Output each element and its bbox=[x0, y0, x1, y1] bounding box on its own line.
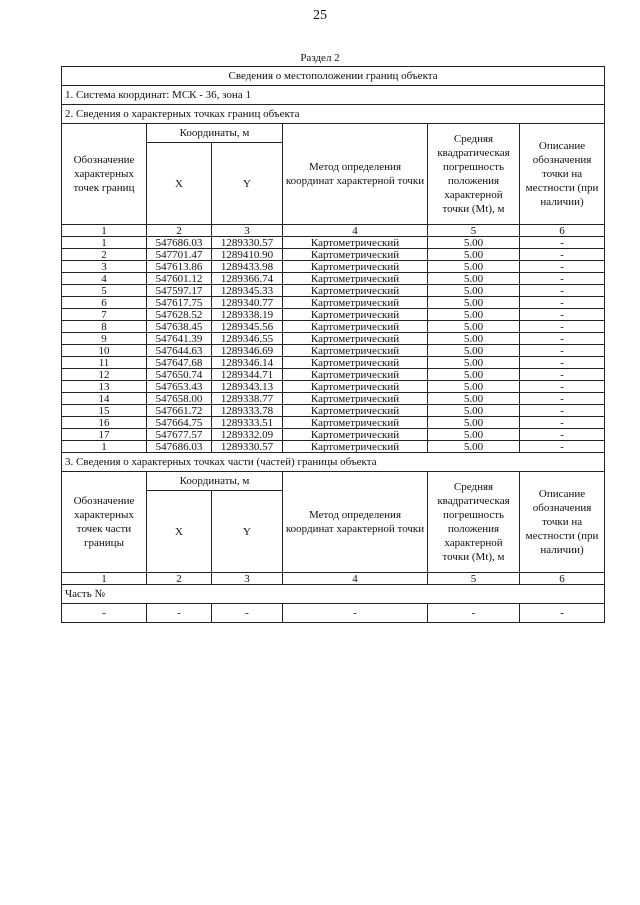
x-coordinate-cell: 547658.00 bbox=[147, 393, 212, 405]
point-row bbox=[62, 237, 605, 249]
part-cell: - bbox=[62, 604, 147, 623]
y-coordinate-cell: 1289343.13 bbox=[212, 381, 283, 393]
accuracy-cell: 5.00 bbox=[428, 237, 520, 249]
point-row bbox=[62, 333, 605, 345]
header-accuracy: Средняя квадратическая погрешность положения характерной точки (Mt), м bbox=[428, 124, 520, 225]
page-number: 25 bbox=[313, 8, 327, 23]
method-cell: Картометрический bbox=[283, 357, 428, 369]
section-title: Раздел 2 bbox=[300, 52, 340, 64]
description-cell: - bbox=[520, 441, 605, 453]
header-x: X bbox=[147, 143, 212, 225]
description-cell: - bbox=[520, 417, 605, 429]
accuracy-cell: 5.00 bbox=[428, 369, 520, 381]
column-number: 4 bbox=[283, 573, 428, 585]
point-number-cell: 3 bbox=[62, 261, 147, 273]
description-cell: - bbox=[520, 297, 605, 309]
y-coordinate-cell: 1289340.77 bbox=[212, 297, 283, 309]
accuracy-cell: 5.00 bbox=[428, 309, 520, 321]
description-cell: - bbox=[520, 345, 605, 357]
y-coordinate-cell: 1289338.77 bbox=[212, 393, 283, 405]
x-coordinate-cell: 547628.52 bbox=[147, 309, 212, 321]
description-cell: - bbox=[520, 237, 605, 249]
x-coordinate-cell: 547664.75 bbox=[147, 417, 212, 429]
y-coordinate-cell: 1289410.90 bbox=[212, 249, 283, 261]
description-cell: - bbox=[520, 381, 605, 393]
description-cell: - bbox=[520, 369, 605, 381]
point-number-cell: 14 bbox=[62, 393, 147, 405]
x-coordinate-cell: 547601.12 bbox=[147, 273, 212, 285]
accuracy-cell: 5.00 bbox=[428, 417, 520, 429]
method-cell: Картометрический bbox=[283, 321, 428, 333]
y-coordinate-cell: 1289333.51 bbox=[212, 417, 283, 429]
y-coordinate-cell: 1289330.57 bbox=[212, 441, 283, 453]
point-number-cell: 11 bbox=[62, 357, 147, 369]
method-cell: Картометрический bbox=[283, 237, 428, 249]
point-number-cell: 2 bbox=[62, 249, 147, 261]
method-cell: Картометрический bbox=[283, 333, 428, 345]
point-number-cell: 1 bbox=[62, 237, 147, 249]
description-cell: - bbox=[520, 273, 605, 285]
y-coordinate-cell: 1289330.57 bbox=[212, 237, 283, 249]
y-coordinate-cell: 1289433.98 bbox=[212, 261, 283, 273]
part-empty-row bbox=[62, 604, 605, 623]
header-description: Описание обозначения точки на местности (при наличии) bbox=[520, 472, 605, 573]
method-cell: Картометрический bbox=[283, 273, 428, 285]
description-cell: - bbox=[520, 249, 605, 261]
x-coordinate-cell: 547617.75 bbox=[147, 297, 212, 309]
accuracy-cell: 5.00 bbox=[428, 345, 520, 357]
x-coordinate-cell: 547613.86 bbox=[147, 261, 212, 273]
y-coordinate-cell: 1289366.74 bbox=[212, 273, 283, 285]
point-number-cell: 9 bbox=[62, 333, 147, 345]
accuracy-cell: 5.00 bbox=[428, 393, 520, 405]
column-number: 2 bbox=[147, 225, 212, 237]
y-coordinate-cell: 1289338.19 bbox=[212, 309, 283, 321]
part-cell: - bbox=[520, 604, 605, 623]
y-coordinate-cell: 1289345.33 bbox=[212, 285, 283, 297]
description-cell: - bbox=[520, 309, 605, 321]
point-row bbox=[62, 261, 605, 273]
description-cell: - bbox=[520, 393, 605, 405]
x-coordinate-cell: 547644.63 bbox=[147, 345, 212, 357]
column-number: 1 bbox=[62, 225, 147, 237]
method-cell: Картометрический bbox=[283, 417, 428, 429]
accuracy-cell: 5.00 bbox=[428, 405, 520, 417]
y-coordinate-cell: 1289332.09 bbox=[212, 429, 283, 441]
y-coordinate-cell: 1289346.14 bbox=[212, 357, 283, 369]
header-y: Y bbox=[212, 491, 283, 573]
header-point-designation: Обозначение характерных точек границ bbox=[62, 124, 147, 225]
header-point-designation-part: Обозначение характерных точек части границы bbox=[62, 472, 147, 573]
column-number: 6 bbox=[520, 225, 605, 237]
part-cell: - bbox=[283, 604, 428, 623]
point-number-cell: 17 bbox=[62, 429, 147, 441]
point-row bbox=[62, 429, 605, 441]
point-number-cell: 16 bbox=[62, 417, 147, 429]
description-cell: - bbox=[520, 261, 605, 273]
method-cell: Картометрический bbox=[283, 261, 428, 273]
point-row bbox=[62, 273, 605, 285]
description-cell: - bbox=[520, 285, 605, 297]
x-coordinate-cell: 547653.43 bbox=[147, 381, 212, 393]
accuracy-cell: 5.00 bbox=[428, 297, 520, 309]
column-number: 5 bbox=[428, 225, 520, 237]
accuracy-cell: 5.00 bbox=[428, 273, 520, 285]
y-coordinate-cell: 1289346.55 bbox=[212, 333, 283, 345]
point-row bbox=[62, 417, 605, 429]
column-number: 2 bbox=[147, 573, 212, 585]
accuracy-cell: 5.00 bbox=[428, 285, 520, 297]
point-number-cell: 6 bbox=[62, 297, 147, 309]
x-coordinate-cell: 547686.03 bbox=[147, 237, 212, 249]
point-row bbox=[62, 297, 605, 309]
header-coordinates: Координаты, м bbox=[147, 124, 283, 143]
header-y: Y bbox=[212, 143, 283, 225]
x-coordinate-cell: 547638.45 bbox=[147, 321, 212, 333]
y-coordinate-cell: 1289346.69 bbox=[212, 345, 283, 357]
header-x: X bbox=[147, 491, 212, 573]
accuracy-cell: 5.00 bbox=[428, 249, 520, 261]
header-method: Метод определения координат характерной точки bbox=[283, 472, 428, 573]
coord-system: 1. Система координат: МСК - 36, зона 1 bbox=[62, 86, 605, 105]
column-numbers-row bbox=[62, 225, 605, 237]
section3-title: 3. Сведения о характерных точках части (частей) границы объекта bbox=[62, 453, 605, 472]
header-coordinates: Координаты, м bbox=[147, 472, 283, 491]
point-number-cell: 15 bbox=[62, 405, 147, 417]
part-cell: - bbox=[147, 604, 212, 623]
point-row bbox=[62, 405, 605, 417]
description-cell: - bbox=[520, 357, 605, 369]
column-number: 1 bbox=[62, 573, 147, 585]
y-coordinate-cell: 1289345.56 bbox=[212, 321, 283, 333]
point-number-cell: 13 bbox=[62, 381, 147, 393]
x-coordinate-cell: 547686.03 bbox=[147, 441, 212, 453]
x-coordinate-cell: 547597.17 bbox=[147, 285, 212, 297]
section2-title: 2. Сведения о характерных точках границ объекта bbox=[62, 105, 605, 124]
description-cell: - bbox=[520, 321, 605, 333]
point-number-cell: 1 bbox=[62, 441, 147, 453]
method-cell: Картометрический bbox=[283, 345, 428, 357]
x-coordinate-cell: 547650.74 bbox=[147, 369, 212, 381]
part-cell: - bbox=[428, 604, 520, 623]
point-row bbox=[62, 285, 605, 297]
accuracy-cell: 5.00 bbox=[428, 357, 520, 369]
method-cell: Картометрический bbox=[283, 429, 428, 441]
accuracy-cell: 5.00 bbox=[428, 441, 520, 453]
method-cell: Картометрический bbox=[283, 441, 428, 453]
part-cell: - bbox=[212, 604, 283, 623]
description-cell: - bbox=[520, 333, 605, 345]
method-cell: Картометрический bbox=[283, 405, 428, 417]
point-row bbox=[62, 309, 605, 321]
y-coordinate-cell: 1289333.78 bbox=[212, 405, 283, 417]
point-row bbox=[62, 321, 605, 333]
header-description: Описание обозначения точки на местности (при наличии) bbox=[520, 124, 605, 225]
point-number-cell: 12 bbox=[62, 369, 147, 381]
x-coordinate-cell: 547647.68 bbox=[147, 357, 212, 369]
accuracy-cell: 5.00 bbox=[428, 429, 520, 441]
header-accuracy: Средняя квадратическая погрешность положения характерной точки (Mt), м bbox=[428, 472, 520, 573]
point-row bbox=[62, 357, 605, 369]
point-number-cell: 7 bbox=[62, 309, 147, 321]
column-number: 4 bbox=[283, 225, 428, 237]
header-method: Метод определения координат характерной точки bbox=[283, 124, 428, 225]
part-label: Часть № bbox=[62, 585, 605, 604]
method-cell: Картометрический bbox=[283, 249, 428, 261]
boundaries-table bbox=[61, 66, 605, 623]
method-cell: Картометрический bbox=[283, 381, 428, 393]
column-number: 6 bbox=[520, 573, 605, 585]
point-row bbox=[62, 441, 605, 453]
y-coordinate-cell: 1289344.71 bbox=[212, 369, 283, 381]
point-row bbox=[62, 393, 605, 405]
point-row bbox=[62, 369, 605, 381]
point-number-cell: 5 bbox=[62, 285, 147, 297]
description-cell: - bbox=[520, 405, 605, 417]
column-number: 3 bbox=[212, 573, 283, 585]
table-title: Сведения о местоположении границ объекта bbox=[62, 67, 605, 86]
point-number-cell: 8 bbox=[62, 321, 147, 333]
method-cell: Картометрический bbox=[283, 369, 428, 381]
point-row bbox=[62, 345, 605, 357]
column-numbers-row bbox=[62, 573, 605, 585]
column-number: 5 bbox=[428, 573, 520, 585]
x-coordinate-cell: 547641.39 bbox=[147, 333, 212, 345]
x-coordinate-cell: 547701.47 bbox=[147, 249, 212, 261]
accuracy-cell: 5.00 bbox=[428, 261, 520, 273]
x-coordinate-cell: 547677.57 bbox=[147, 429, 212, 441]
method-cell: Картометрический bbox=[283, 297, 428, 309]
point-row bbox=[62, 249, 605, 261]
accuracy-cell: 5.00 bbox=[428, 321, 520, 333]
accuracy-cell: 5.00 bbox=[428, 333, 520, 345]
point-number-cell: 4 bbox=[62, 273, 147, 285]
method-cell: Картометрический bbox=[283, 393, 428, 405]
description-cell: - bbox=[520, 429, 605, 441]
method-cell: Картометрический bbox=[283, 285, 428, 297]
point-row bbox=[62, 381, 605, 393]
x-coordinate-cell: 547661.72 bbox=[147, 405, 212, 417]
boundaries-sheet bbox=[61, 66, 604, 623]
point-number-cell: 10 bbox=[62, 345, 147, 357]
method-cell: Картометрический bbox=[283, 309, 428, 321]
accuracy-cell: 5.00 bbox=[428, 381, 520, 393]
column-number: 3 bbox=[212, 225, 283, 237]
